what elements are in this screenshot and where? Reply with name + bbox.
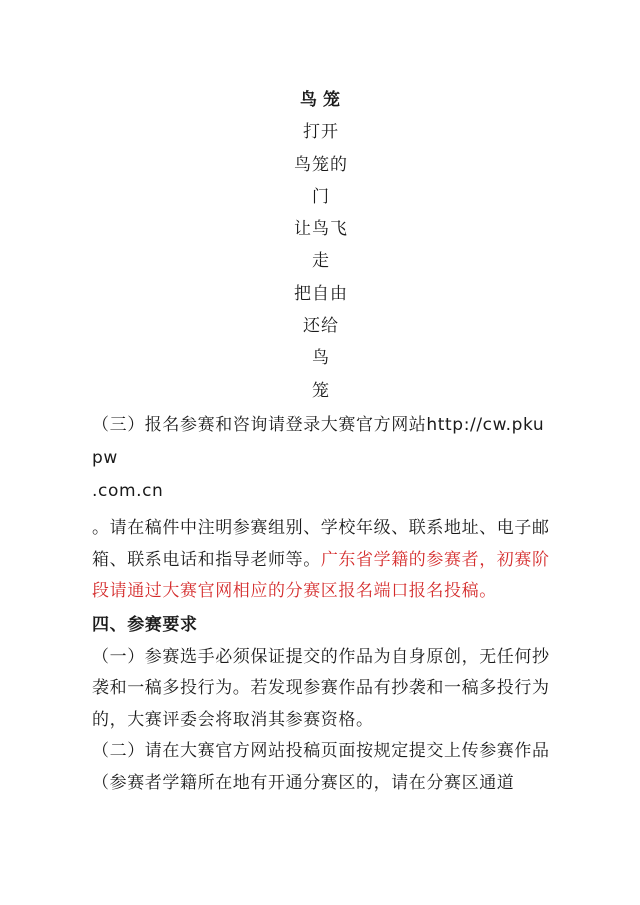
guangdong-notice: 广东省学籍的参赛者，初赛阶段请通过大赛官网相应的分赛区报名端口报名投稿。 bbox=[92, 549, 550, 601]
poem-line: 打开 bbox=[303, 122, 339, 143]
submission-notes-text: 。请在稿件中注明参赛组别、学校年级、联系地址、电子邮箱、联系电话和指导老师等。 bbox=[92, 518, 550, 570]
registration-url-tail: .com.cn bbox=[92, 481, 164, 501]
submission-notes bbox=[92, 513, 554, 608]
requirement-item-1: （一）参赛选手必须保证提交的作品为自身原创，无任何抄袭和一稿多投行为。若发现参赛作品有抄袭和一稿多投行为的，大赛评委会将取消其参赛资格。 bbox=[92, 646, 550, 730]
poem-line: 让鸟飞 bbox=[294, 219, 348, 240]
requirement-item-2: （二）请在大赛官方网站投稿页面按规定提交上传参赛作品（参赛者学籍所在地有开通分赛区的，请在分赛区通道 bbox=[92, 741, 550, 793]
poem-line: 还给 bbox=[303, 316, 339, 337]
poem-title: 鸟笼 bbox=[300, 90, 346, 110]
registration-text: （三）报名参赛和咨询请登录大赛官方网站http://cw.pkupw bbox=[92, 415, 545, 468]
poem-line: 走 bbox=[312, 251, 330, 272]
poem-line: 鸟笼的 bbox=[294, 154, 348, 175]
section-heading-requirements: 四、参赛要求 bbox=[92, 614, 198, 635]
poem bbox=[0, 84, 640, 407]
poem-line: 鸟 bbox=[312, 348, 330, 369]
body-text bbox=[92, 409, 554, 799]
poem-line: 门 bbox=[312, 186, 330, 207]
poem-line: 把自由 bbox=[294, 283, 348, 304]
poem-line: 笼 bbox=[312, 380, 330, 401]
